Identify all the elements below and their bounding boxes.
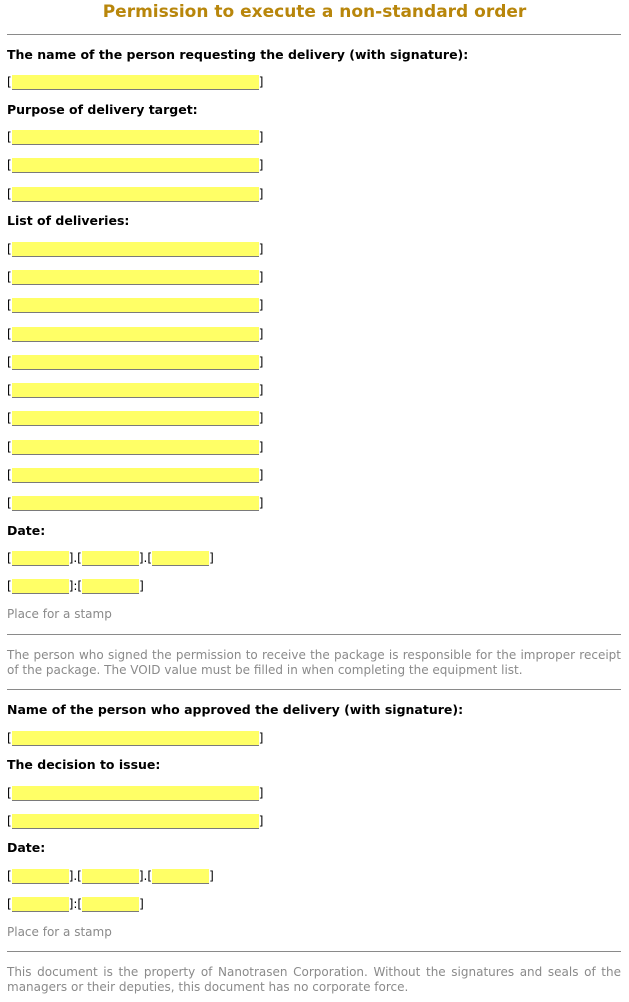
date-label: Date: xyxy=(7,523,46,538)
fill-area[interactable] xyxy=(12,158,259,173)
delivery-field[interactable] xyxy=(7,439,263,455)
bracket-open: [ xyxy=(7,383,12,397)
month-fill[interactable] xyxy=(82,869,139,884)
minute-fill[interactable] xyxy=(82,579,139,594)
bracket-close: ] xyxy=(258,158,264,172)
bracket-open: [ xyxy=(7,786,12,800)
bracket-open: [ xyxy=(7,187,12,201)
bracket-open: [ xyxy=(7,270,12,284)
hour-fill[interactable] xyxy=(12,897,69,912)
bracket-close: ] xyxy=(258,468,264,482)
fill-area[interactable] xyxy=(12,327,259,342)
day-fill[interactable] xyxy=(12,551,69,566)
bracket-close: ] xyxy=(258,496,264,510)
bracket-open: [ xyxy=(7,75,12,89)
form-title: Permission to execute a non-standard order xyxy=(102,2,527,22)
bracket-close: ] xyxy=(139,897,144,911)
hour-fill[interactable] xyxy=(12,579,69,594)
delivery-field[interactable] xyxy=(7,241,263,257)
purpose-field[interactable] xyxy=(7,157,263,173)
delivery-field[interactable] xyxy=(7,467,263,483)
delivery-field[interactable] xyxy=(7,326,263,342)
date-separator: ].[ xyxy=(68,551,82,565)
purpose-field[interactable] xyxy=(7,129,263,145)
requester-field[interactable] xyxy=(7,74,263,90)
bracket-open: [ xyxy=(7,731,12,745)
bracket-open: [ xyxy=(7,158,12,172)
bracket-open: [ xyxy=(7,496,12,510)
delivery-field[interactable] xyxy=(7,495,263,511)
fill-area[interactable] xyxy=(12,187,259,202)
requester-label: The name of the person requesting the delivery (with signature): xyxy=(7,47,469,62)
fill-area[interactable] xyxy=(12,270,259,285)
divider xyxy=(7,34,621,35)
bracket-close: ] xyxy=(258,270,264,284)
bracket-open: [ xyxy=(7,355,12,369)
fill-area[interactable] xyxy=(12,75,259,90)
decision-field[interactable] xyxy=(7,813,263,829)
bracket-close: ] xyxy=(258,814,264,828)
purpose-label: Purpose of delivery target: xyxy=(7,102,198,117)
date-label: Date: xyxy=(7,840,46,855)
time-field[interactable] xyxy=(7,578,144,594)
responsibility-notice: The person who signed the permission to receive the package is responsible for the improper receipt of the package. The VOID value must be filled in when completing the equipment list. xyxy=(7,648,621,677)
month-fill[interactable] xyxy=(82,551,139,566)
fill-area[interactable] xyxy=(12,130,259,145)
fill-area[interactable] xyxy=(12,814,259,829)
fill-area[interactable] xyxy=(12,411,259,426)
bracket-open: [ xyxy=(7,468,12,482)
bracket-open: [ xyxy=(7,551,12,565)
delivery-field[interactable] xyxy=(7,354,263,370)
approver-label: Name of the person who approved the delivery (with signature): xyxy=(7,702,464,717)
bracket-close: ] xyxy=(258,355,264,369)
bracket-close: ] xyxy=(258,327,264,341)
fill-area[interactable] xyxy=(12,383,259,398)
bracket-close: ] xyxy=(258,130,264,144)
bracket-open: [ xyxy=(7,579,12,593)
bracket-close: ] xyxy=(258,411,264,425)
time-separator: ]:[ xyxy=(68,897,83,911)
time-separator: ]:[ xyxy=(68,579,83,593)
date-separator: ].[ xyxy=(138,869,153,883)
bracket-close: ] xyxy=(209,551,214,565)
fill-area[interactable] xyxy=(12,242,259,257)
bracket-open: [ xyxy=(7,130,12,144)
fill-area[interactable] xyxy=(12,440,259,455)
purpose-field[interactable] xyxy=(7,186,263,202)
decision-label: The decision to issue: xyxy=(7,757,161,772)
bracket-close: ] xyxy=(258,383,264,397)
divider xyxy=(7,689,621,690)
delivery-field[interactable] xyxy=(7,297,263,313)
fill-area[interactable] xyxy=(12,468,259,483)
bracket-close: ] xyxy=(258,187,264,201)
fill-area[interactable] xyxy=(12,355,259,370)
bracket-close: ] xyxy=(258,242,264,256)
stamp-placeholder: Place for a stamp xyxy=(7,925,112,939)
footer-disclaimer: This document is the property of Nanotrasen Corporation. Without the signatures and seals of the managers or their deputies, this document has no corporate force. xyxy=(7,965,621,994)
bracket-open: [ xyxy=(7,298,12,312)
date-separator: ].[ xyxy=(138,551,153,565)
bracket-open: [ xyxy=(7,897,12,911)
date-separator: ].[ xyxy=(68,869,82,883)
fill-area[interactable] xyxy=(12,496,259,511)
deliveries-label: List of deliveries: xyxy=(7,213,130,228)
bracket-close: ] xyxy=(258,731,264,745)
bracket-close: ] xyxy=(139,579,144,593)
divider xyxy=(7,951,621,952)
bracket-close: ] xyxy=(209,869,214,883)
delivery-field[interactable] xyxy=(7,269,263,285)
decision-field[interactable] xyxy=(7,785,263,801)
bracket-close: ] xyxy=(258,440,264,454)
minute-fill[interactable] xyxy=(82,897,139,912)
bracket-open: [ xyxy=(7,869,12,883)
bracket-close: ] xyxy=(258,786,264,800)
approver-field[interactable] xyxy=(7,730,263,746)
fill-area[interactable] xyxy=(12,298,259,313)
delivery-field[interactable] xyxy=(7,410,263,426)
bracket-open: [ xyxy=(7,440,12,454)
bracket-open: [ xyxy=(7,814,12,828)
day-fill[interactable] xyxy=(12,869,69,884)
bracket-open: [ xyxy=(7,242,12,256)
bracket-close: ] xyxy=(258,75,264,89)
fill-area[interactable] xyxy=(12,731,259,746)
bracket-close: ] xyxy=(258,298,264,312)
year-fill[interactable] xyxy=(152,869,209,884)
date-field[interactable] xyxy=(7,550,214,566)
bracket-open: [ xyxy=(7,327,12,341)
year-fill[interactable] xyxy=(152,551,209,566)
divider xyxy=(7,634,621,635)
delivery-field[interactable] xyxy=(7,382,263,398)
bracket-open: [ xyxy=(7,411,12,425)
fill-area[interactable] xyxy=(12,786,259,801)
date-field[interactable] xyxy=(7,868,214,884)
stamp-placeholder: Place for a stamp xyxy=(7,607,112,621)
time-field[interactable] xyxy=(7,896,144,912)
